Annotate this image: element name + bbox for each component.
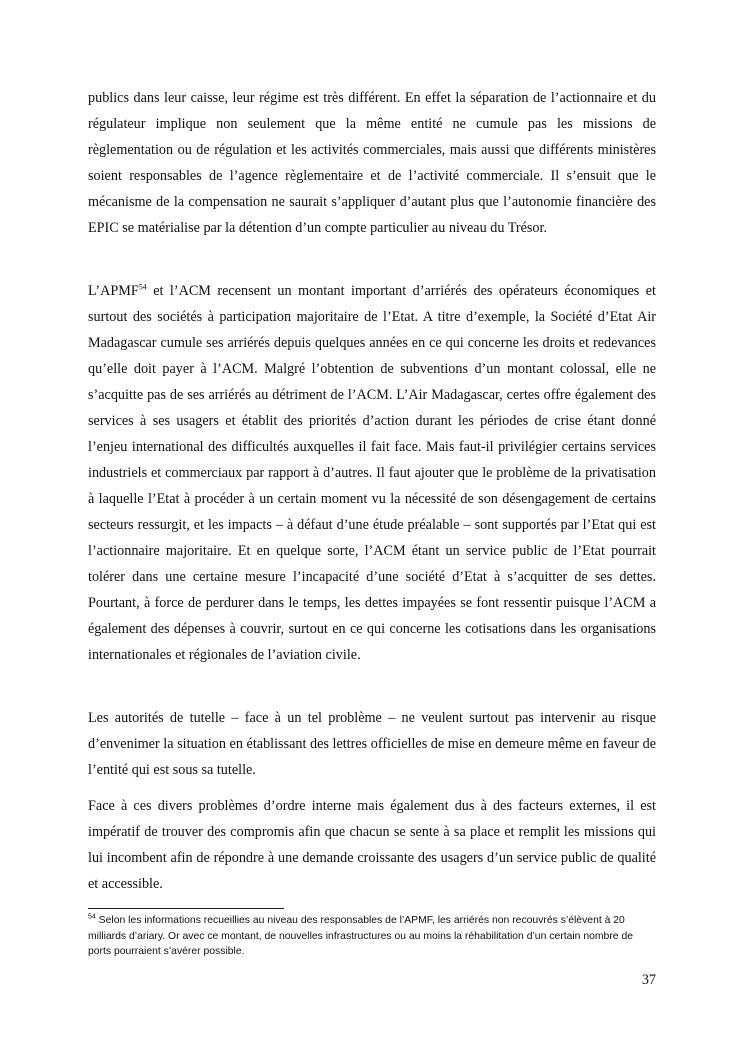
footnote-number: 54 <box>88 913 96 921</box>
paragraph-4: Face à ces divers problèmes d’ordre interne mais également dus à des facteurs externes, il est impératif de trouver des compromis afin que chacun se sente à sa place et remplit les missions qui lui incombent afin de répondre à une demande croissante des usagers d’un service public de qualité et accessible. <box>88 798 656 892</box>
footnote-divider <box>88 908 284 909</box>
footnote <box>88 913 656 960</box>
paragraph-2-lead: L’APMF <box>88 283 139 299</box>
paragraph-2-body: et l’ACM recensent un montant important d’arriérés des opérateurs économiques et surtout des sociétés à participation majoritaire de l’Etat. A titre d’exemple, la Société d’Etat Air Madagascar cumule ses arriérés depuis quelques années en ce qui concerne les droits et redevances qu’elle doit payer à l’ACM. Malgré l’obtention de subventions d’un montant colossal, elle ne s’acquitte pas de ses arriérés au détriment de l’ACM. L’Air Madagascar, certes offre également des services à ses usagers et établit des priorités d’action durant les périodes de crise étant donné l’enjeu international des difficultés auxquelles il fait face. Mais faut-il privilégier certains services industriels et commerciaux par rapport à d’autres. Il faut ajouter que le problème de la privatisation à laquelle l’Etat à procéder à un certain moment vu la nécessité de son désengagement de certains secteurs ressurgit, et les impacts – à défaut d’une étude préalable – sont supportés par l’Etat qui est l’actionnaire majoritaire. Et en quelque sorte, l’ACM étant un service public de l’Etat pourrait tolérer dans une certaine mesure l’incapacité d’une société d’Etat à s’acquitter de ses dettes. Pourtant, à force de perdurer dans le temps, les dettes impayées se font ressentir puisque l’ACM a également des dépenses à couvrir, surtout en ce qui concerne les cotisations dans les organisations internationales et régionales de l’aviation civile. <box>88 283 656 663</box>
footnote-reference[interactable]: 54 <box>138 282 147 292</box>
paragraph-3: Les autorités de tutelle – face à un tel problème – ne veulent surtout pas intervenir au risque d’envenimer la situation en établissant des lettres officielles de mise en demeure même en faveur de l’entité qui est sous sa tutelle. <box>88 710 656 778</box>
paragraph-2 <box>88 278 656 668</box>
paragraph-1: publics dans leur caisse, leur régime est très différent. En effet la séparation de l’actionnaire et du régulateur implique non seulement que la même entité ne cumule pas les missions de règlementation ou de régulation et les activités commerciales, mais aussi que différents ministères soient responsables de l’agence règlementaire et de l’activité commerciale. Il s’ensuit que le mécanisme de la compensation ne saurait s’appliquer d’autant plus que l’autonomie financière des EPIC se matérialise par la détention d’un compte particulier au niveau du Trésor. <box>88 90 656 236</box>
page-number: 37 <box>641 972 656 988</box>
footnote-text: Selon les informations recueillies au niveau des responsables de l’APMF, les arriérés non recouvrés s’élèvent à 20 milliards d’ariary. Or avec ce montant, de nouvelles infrastructures ou au moins la réhabilitation d’un certain nombre de ports pourraient s’avérer possible. <box>88 915 634 957</box>
